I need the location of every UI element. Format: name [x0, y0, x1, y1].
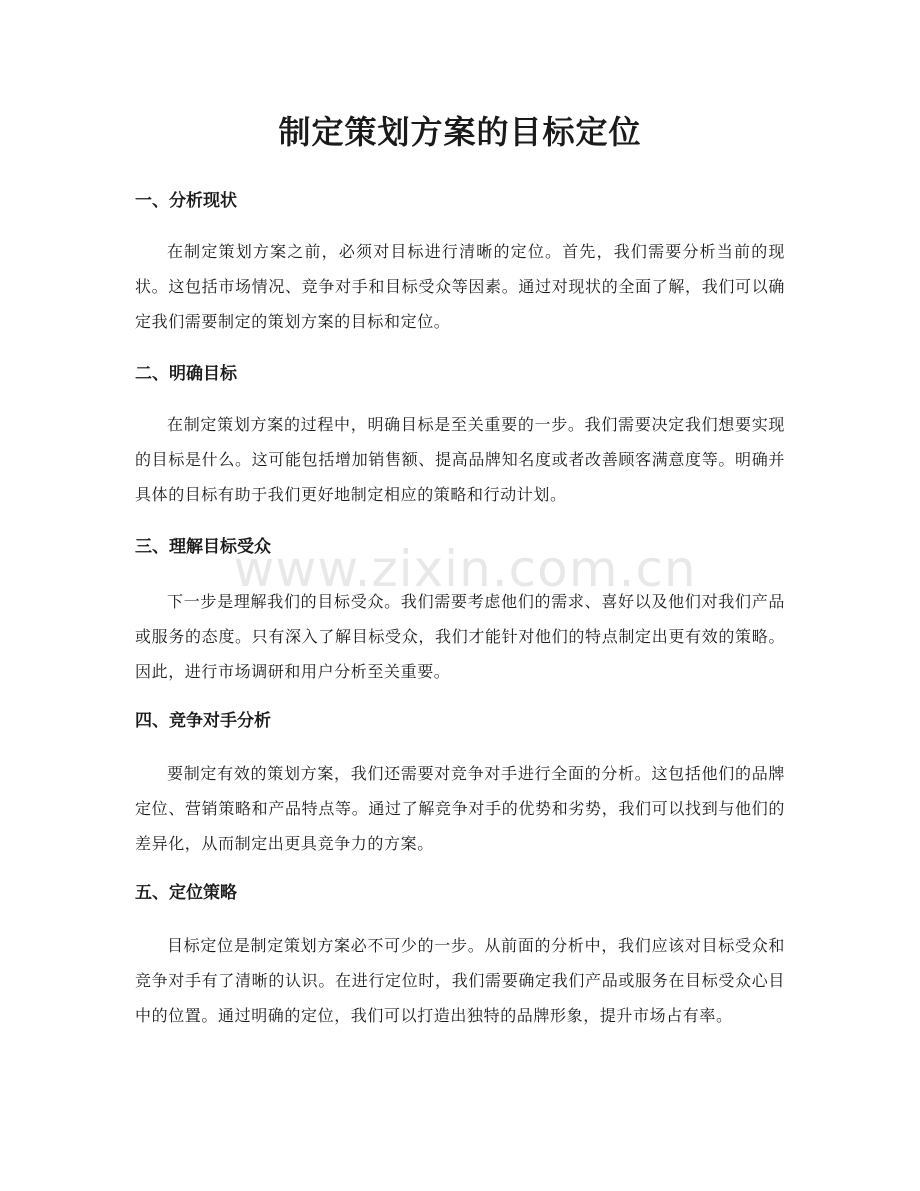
document-title: 制定策划方案的目标定位: [278, 113, 642, 151]
section-heading-competitor-analysis: 四、竞争对手分析: [135, 711, 271, 731]
watermark: www.zixin.com.cn: [233, 540, 697, 598]
section-body-competitor-analysis: 要制定有效的策划方案，我们还需要对竞争对手进行全面的分析。这包括他们的品牌定位、营销策略和产品特点等。通过了解竞争对手的优势和劣势，我们可以找到与他们的差异化，从而制定出更具竞争力的方案。: [135, 764, 785, 853]
section-body-positioning-strategy: 目标定位是制定策划方案必不可少的一步。从前面的分析中，我们应该对目标受众和竞争对手有了清晰的认识。在进行定位时，我们需要确定我们产品或服务在目标受众心目中的位置。通过明确的定位，我们可以打造出独特的品牌形象，提升市场占有率。: [135, 936, 785, 1025]
section-heading-analyze-status: 一、分析现状: [135, 191, 237, 211]
section-heading-target-audience: 三、理解目标受众: [135, 537, 271, 557]
section-heading-define-goals: 二、明确目标: [135, 364, 237, 384]
section-body-analyze-status: 在制定策划方案之前，必须对目标进行清晰的定位。首先，我们需要分析当前的现状。这包括市场情况、竞争对手和目标受众等因素。通过对现状的全面了解，我们可以确定我们需要制定的策划方案的目标和定位。: [135, 242, 785, 331]
section-heading-positioning-strategy: 五、定位策略: [135, 883, 237, 903]
section-body-target-audience: 下一步是理解我们的目标受众。我们需要考虑他们的需求、喜好以及他们对我们产品或服务的态度。只有深入了解目标受众，我们才能针对他们的特点制定出更有效的策略。因此，进行市场调研和用户分析至关重要。: [135, 592, 785, 681]
section-body-define-goals: 在制定策划方案的过程中，明确目标是至关重要的一步。我们需要决定我们想要实现的目标是什么。这可能包括增加销售额、提高品牌知名度或者改善顾客满意度等。明确并具体的目标有助于我们更好地制定相应的策略和行动计划。: [135, 415, 785, 504]
